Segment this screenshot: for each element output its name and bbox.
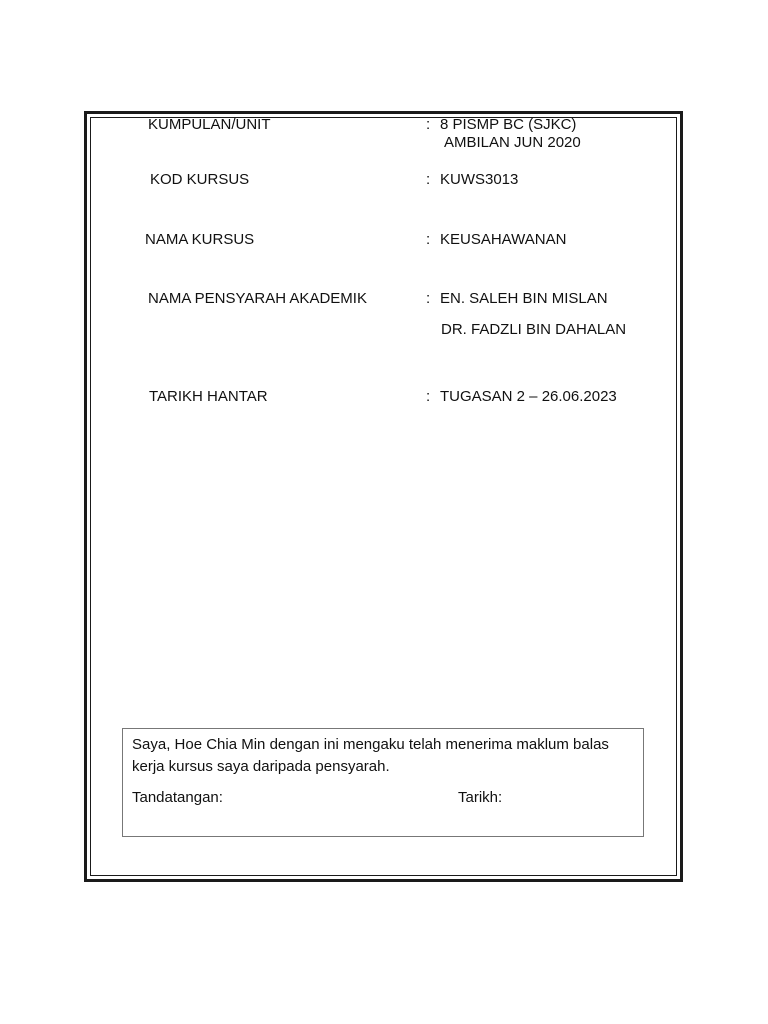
label-kumpulan-unit: KUMPULAN/UNIT: [148, 116, 271, 133]
value-pensyarah-2: DR. FADZLI BIN DAHALAN: [441, 321, 627, 338]
value-kod-kursus: KUWS3013: [440, 171, 519, 188]
signature-label: Tandatangan:: [132, 789, 223, 806]
value-nama-kursus: KEUSAHAWANAN: [440, 231, 567, 248]
label-kod-kursus: KOD KURSUS: [150, 171, 250, 188]
date-label: Tarikh:: [458, 789, 503, 806]
colon-nama-kursus: :: [426, 231, 431, 248]
colon-kod-kursus: :: [426, 171, 431, 188]
declaration-box: [122, 728, 644, 837]
label-nama-kursus: NAMA KURSUS: [145, 231, 255, 248]
value-tarikh-hantar: TUGASAN 2 – 26.06.2023: [440, 388, 617, 405]
colon-tarikh-hantar: :: [426, 388, 431, 405]
colon-nama-pensyarah: :: [426, 290, 431, 307]
label-nama-pensyarah: NAMA PENSYARAH AKADEMIK: [148, 290, 367, 307]
value-pensyarah-1: EN. SALEH BIN MISLAN: [440, 290, 608, 307]
colon-kumpulan-unit: :: [426, 116, 431, 133]
declaration-text: Saya, Hoe Chia Min dengan ini mengaku telah menerima maklum balas kerja kursus saya daripada pensyarah.: [132, 736, 609, 775]
value-kumpulan-unit-line1: 8 PISMP BC (SJKC): [440, 116, 577, 133]
label-tarikh-hantar: TARIKH HANTAR: [149, 388, 268, 405]
value-kumpulan-unit-line2: AMBILAN JUN 2020: [444, 134, 581, 151]
